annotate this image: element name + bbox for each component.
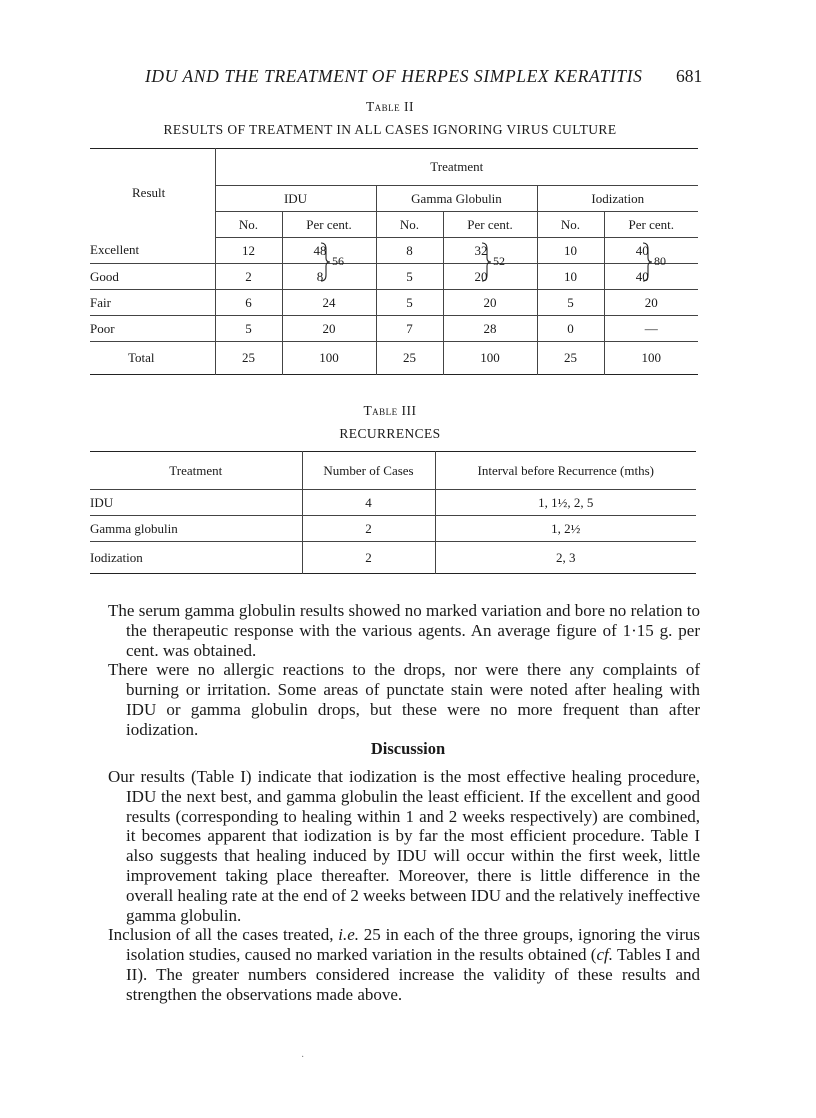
table2-label: Table II xyxy=(365,99,415,114)
table3-cell: 1, 2½ xyxy=(435,516,696,542)
table2-sub-pct: Per cent. xyxy=(604,212,698,238)
table3-cell: 4 xyxy=(302,490,435,516)
table3-header: Number of Cases xyxy=(302,452,435,490)
paragraph: There were no allergic reactions to the drops, nor were there any complaints of burning or irritation. Some areas of punctate stain were noted after healing with IDU or gamma globulin drops, but these were no more frequent than after iodization. xyxy=(108,660,700,739)
table2-cell: 6 xyxy=(215,290,282,316)
table3-cell: 2 xyxy=(302,516,435,542)
table2-cell: 10 xyxy=(537,238,604,264)
table3-row-label: Iodization xyxy=(90,542,302,574)
table2-sub-pct: Per cent. xyxy=(443,212,537,238)
table2-cell: 24 xyxy=(282,290,376,316)
table2-cell: 40 xyxy=(604,264,698,290)
table3-title: RECURRENCES xyxy=(339,426,441,441)
combined-idu: 56 xyxy=(332,254,344,268)
table2-treatment-header: Treatment xyxy=(215,149,698,186)
brace-idu xyxy=(319,241,331,283)
table2-cell: 28 xyxy=(443,316,537,342)
table2-cell: 25 xyxy=(215,342,282,375)
table2-title: RESULTS OF TREATMENT IN ALL CASES IGNORING VIRUS CULTURE xyxy=(163,122,617,137)
table2-sub-no: No. xyxy=(537,212,604,238)
table3-row-label: IDU xyxy=(90,490,302,516)
paragraph xyxy=(108,925,700,1004)
table2-cell: 2 xyxy=(215,264,282,290)
discussion-heading: Discussion xyxy=(370,739,446,758)
running-title: IDU AND THE TREATMENT OF HERPES SIMPLEX KERATITIS xyxy=(145,66,643,86)
table3-cell: 2, 3 xyxy=(556,549,576,565)
table3 xyxy=(90,451,696,574)
brace-iodization xyxy=(641,241,653,283)
table3-header: Interval before Recurrence (mths) xyxy=(435,452,696,490)
print-speck: · xyxy=(301,1052,305,1063)
italic-text: cf. xyxy=(596,945,614,965)
table2-cell: 20 xyxy=(604,290,698,316)
results-text xyxy=(108,601,700,740)
table2-row-label: Excellent xyxy=(90,238,215,264)
table3-cell: 2 xyxy=(302,542,435,574)
paragraph: Our results (Table I) indicate that iodization is the most effective healing procedure, IDU the next best, and gamma globulin the least efficient. If the excellent and good results (corresponding to healing within 1 and 2 weeks respectively) are combined, it becomes apparent that iodization is by far the most efficient procedure. Table I also suggests that healing induced by IDU will occur within the first week, little improvement taking place thereafter. Moreover, there is little difference in the overall healing rate at the end of 2 weeks between IDU and the relatively ineffective gamma globulin. xyxy=(108,767,700,925)
table3-cell: 1, 1½, 2, 5 xyxy=(435,490,696,516)
text-run: Tables I and II). The greater numbers considered increase the validity of these results and strengthen the observations made above. xyxy=(126,945,701,1004)
table2-cell: 48 xyxy=(282,238,376,264)
table2-cell: 12 xyxy=(215,238,282,264)
table2-cell: 8 xyxy=(376,238,443,264)
table3-row-label: Gamma globulin xyxy=(90,516,302,542)
table2-cell: 8 xyxy=(282,264,376,290)
table2-row-label: Total xyxy=(90,342,215,375)
table2-cell: 25 xyxy=(537,342,604,375)
paragraph: The serum gamma globulin results showed no marked variation and bore no relation to the therapeutic response with the various agents. An average figure of 1·15 g. per cent. was obtained. xyxy=(108,601,700,660)
table2-group-gamma: Gamma Globulin xyxy=(376,186,537,212)
table2-cell: 5 xyxy=(376,264,443,290)
table2-cell: 20 xyxy=(282,316,376,342)
table2-cell: 10 xyxy=(537,264,604,290)
combined-iodization: 80 xyxy=(654,254,666,268)
combined-gamma: 52 xyxy=(493,254,505,268)
table2-cell: 25 xyxy=(376,342,443,375)
discussion-text xyxy=(108,767,700,1005)
table3-label: Table III xyxy=(363,403,417,418)
table2-cell: 20 xyxy=(443,264,537,290)
page-number: 681 xyxy=(676,66,703,86)
table2-cell: 100 xyxy=(282,342,376,375)
table2-sub-no: No. xyxy=(376,212,443,238)
table2-sub-no: No. xyxy=(215,212,282,238)
table2-cell: 5 xyxy=(376,290,443,316)
table2-row-label: Good xyxy=(90,264,215,290)
text-run: Inclusion of all the cases treated, xyxy=(108,925,339,945)
table2-cell: 100 xyxy=(443,342,537,375)
table2-cell: 5 xyxy=(537,290,604,316)
running-head xyxy=(0,66,816,90)
table2-cell: 5 xyxy=(215,316,282,342)
table2-row-label: Fair xyxy=(90,290,215,316)
table2-row-label: Poor xyxy=(90,316,215,342)
table2-cell: 100 xyxy=(641,350,662,365)
table2-cell: — xyxy=(604,316,698,342)
table2-group-idu: IDU xyxy=(215,186,376,212)
table2-sub-pct: Per cent. xyxy=(282,212,376,238)
table2-cell: 20 xyxy=(443,290,537,316)
table2-cell: 7 xyxy=(376,316,443,342)
text-run: 25 in each of the three groups, ignoring the virus isolation studies, caused no marked variation in the results obtained ( xyxy=(126,925,700,965)
table2 xyxy=(90,148,698,375)
table2-group-iodization: Iodization xyxy=(537,186,698,212)
table2-cell: 0 xyxy=(537,316,604,342)
italic-text: i.e. xyxy=(338,925,360,945)
table2-cell: 32 xyxy=(443,238,537,264)
table2-cell: 40 xyxy=(604,238,698,264)
table3-header: Treatment xyxy=(90,452,302,490)
table2-result-header: Result xyxy=(90,149,215,238)
brace-gamma xyxy=(480,241,492,283)
